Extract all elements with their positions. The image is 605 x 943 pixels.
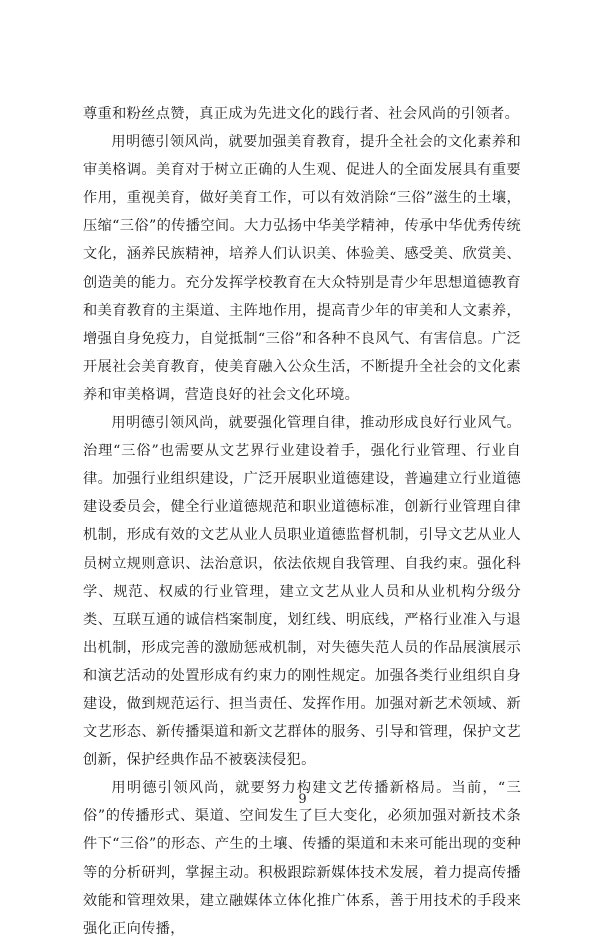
paragraph-communication-pattern: 用明德引领风尚，就要努力构建文艺传播新格局。当前，“三俗”的传播形式、渠道、空间发生了巨大变化，必须加强对新技术条件下“三俗”的形态、产生的土壤、传播的渠道和未来可能出现的变种等的分析研判，掌握主动。积极跟踪新媒体技术发展，着力提高传播效能和管理效果，建立融媒体立体化推广体系，善于用技术的手段来强化正向传播，	[83, 780, 521, 937]
paragraph-aesthetic-education: 用明德引领风尚，就要加强美育教育，提升全社会的文化素养和审美格调。美育对于树立正确的人生观、促进人的全面发展具有重要作用，重视美育，做好美育工作，可以有效消除“三俗”滋生的土壤，压缩“三俗”的传播空间。大力弘扬中华美学精神，传承中华优秀传统文化，涵养民族精神，培养人们认识美、体验美、感受美、欣赏美、创造美的能力。充分发挥学校教育在大众特别是青少年思想道德教育和美育教育的主渠道、主阵地作用，提高青少年的审美和人文素养，增强自身免疫力，自觉抵制“三俗”和各种不良风气、有害信息。广泛开展社会美育教育，使美育融入公众生活，不断提升全社会的文化素养和审美格调，营造良好的社会文化环境。	[83, 134, 521, 403]
page-number: 9	[298, 792, 307, 807]
paragraph-industry-self-discipline: 用明德引领风尚，就要强化管理自律，推动形成良好行业风气。治理“三俗”也需要从文艺界行业建设着手，强化行业管理、行业自律。加强行业组织建设，广泛开展职业道德建设，普遍建立行业道德建设委员会，健全行业道德规范和职业道德标准，创新行业管理自律机制，形成有效的文艺从业人员职业道德监督机制，引导文艺从业人员树立规则意识、法治意识，依法依规自我管理、自我约束。强化科学、规范、权威的行业管理，建立文艺从业人员和从业机构分级分类、互联互通的诚信档案制度，划红线、明底线，严格行业准入与退出机制，形成完善的激励惩戒机制，对失德失范人员的作品展演展示和演艺活动的处置形成有约束力的刚性规定。加强各类行业组织自身建设，做到规范运行、担当责任、发挥作用。加强对新艺术领域、新文艺形态、新传播渠道和新文艺群体的服务、引导和管理，保护文艺创新，保护经典作品不被亵渎侵犯。	[83, 415, 521, 769]
paragraph-continued: 尊重和粉丝点赞，真正成为先进文化的践行者、社会风尚的引领者。	[83, 106, 520, 122]
document-body	[83, 100, 521, 943]
